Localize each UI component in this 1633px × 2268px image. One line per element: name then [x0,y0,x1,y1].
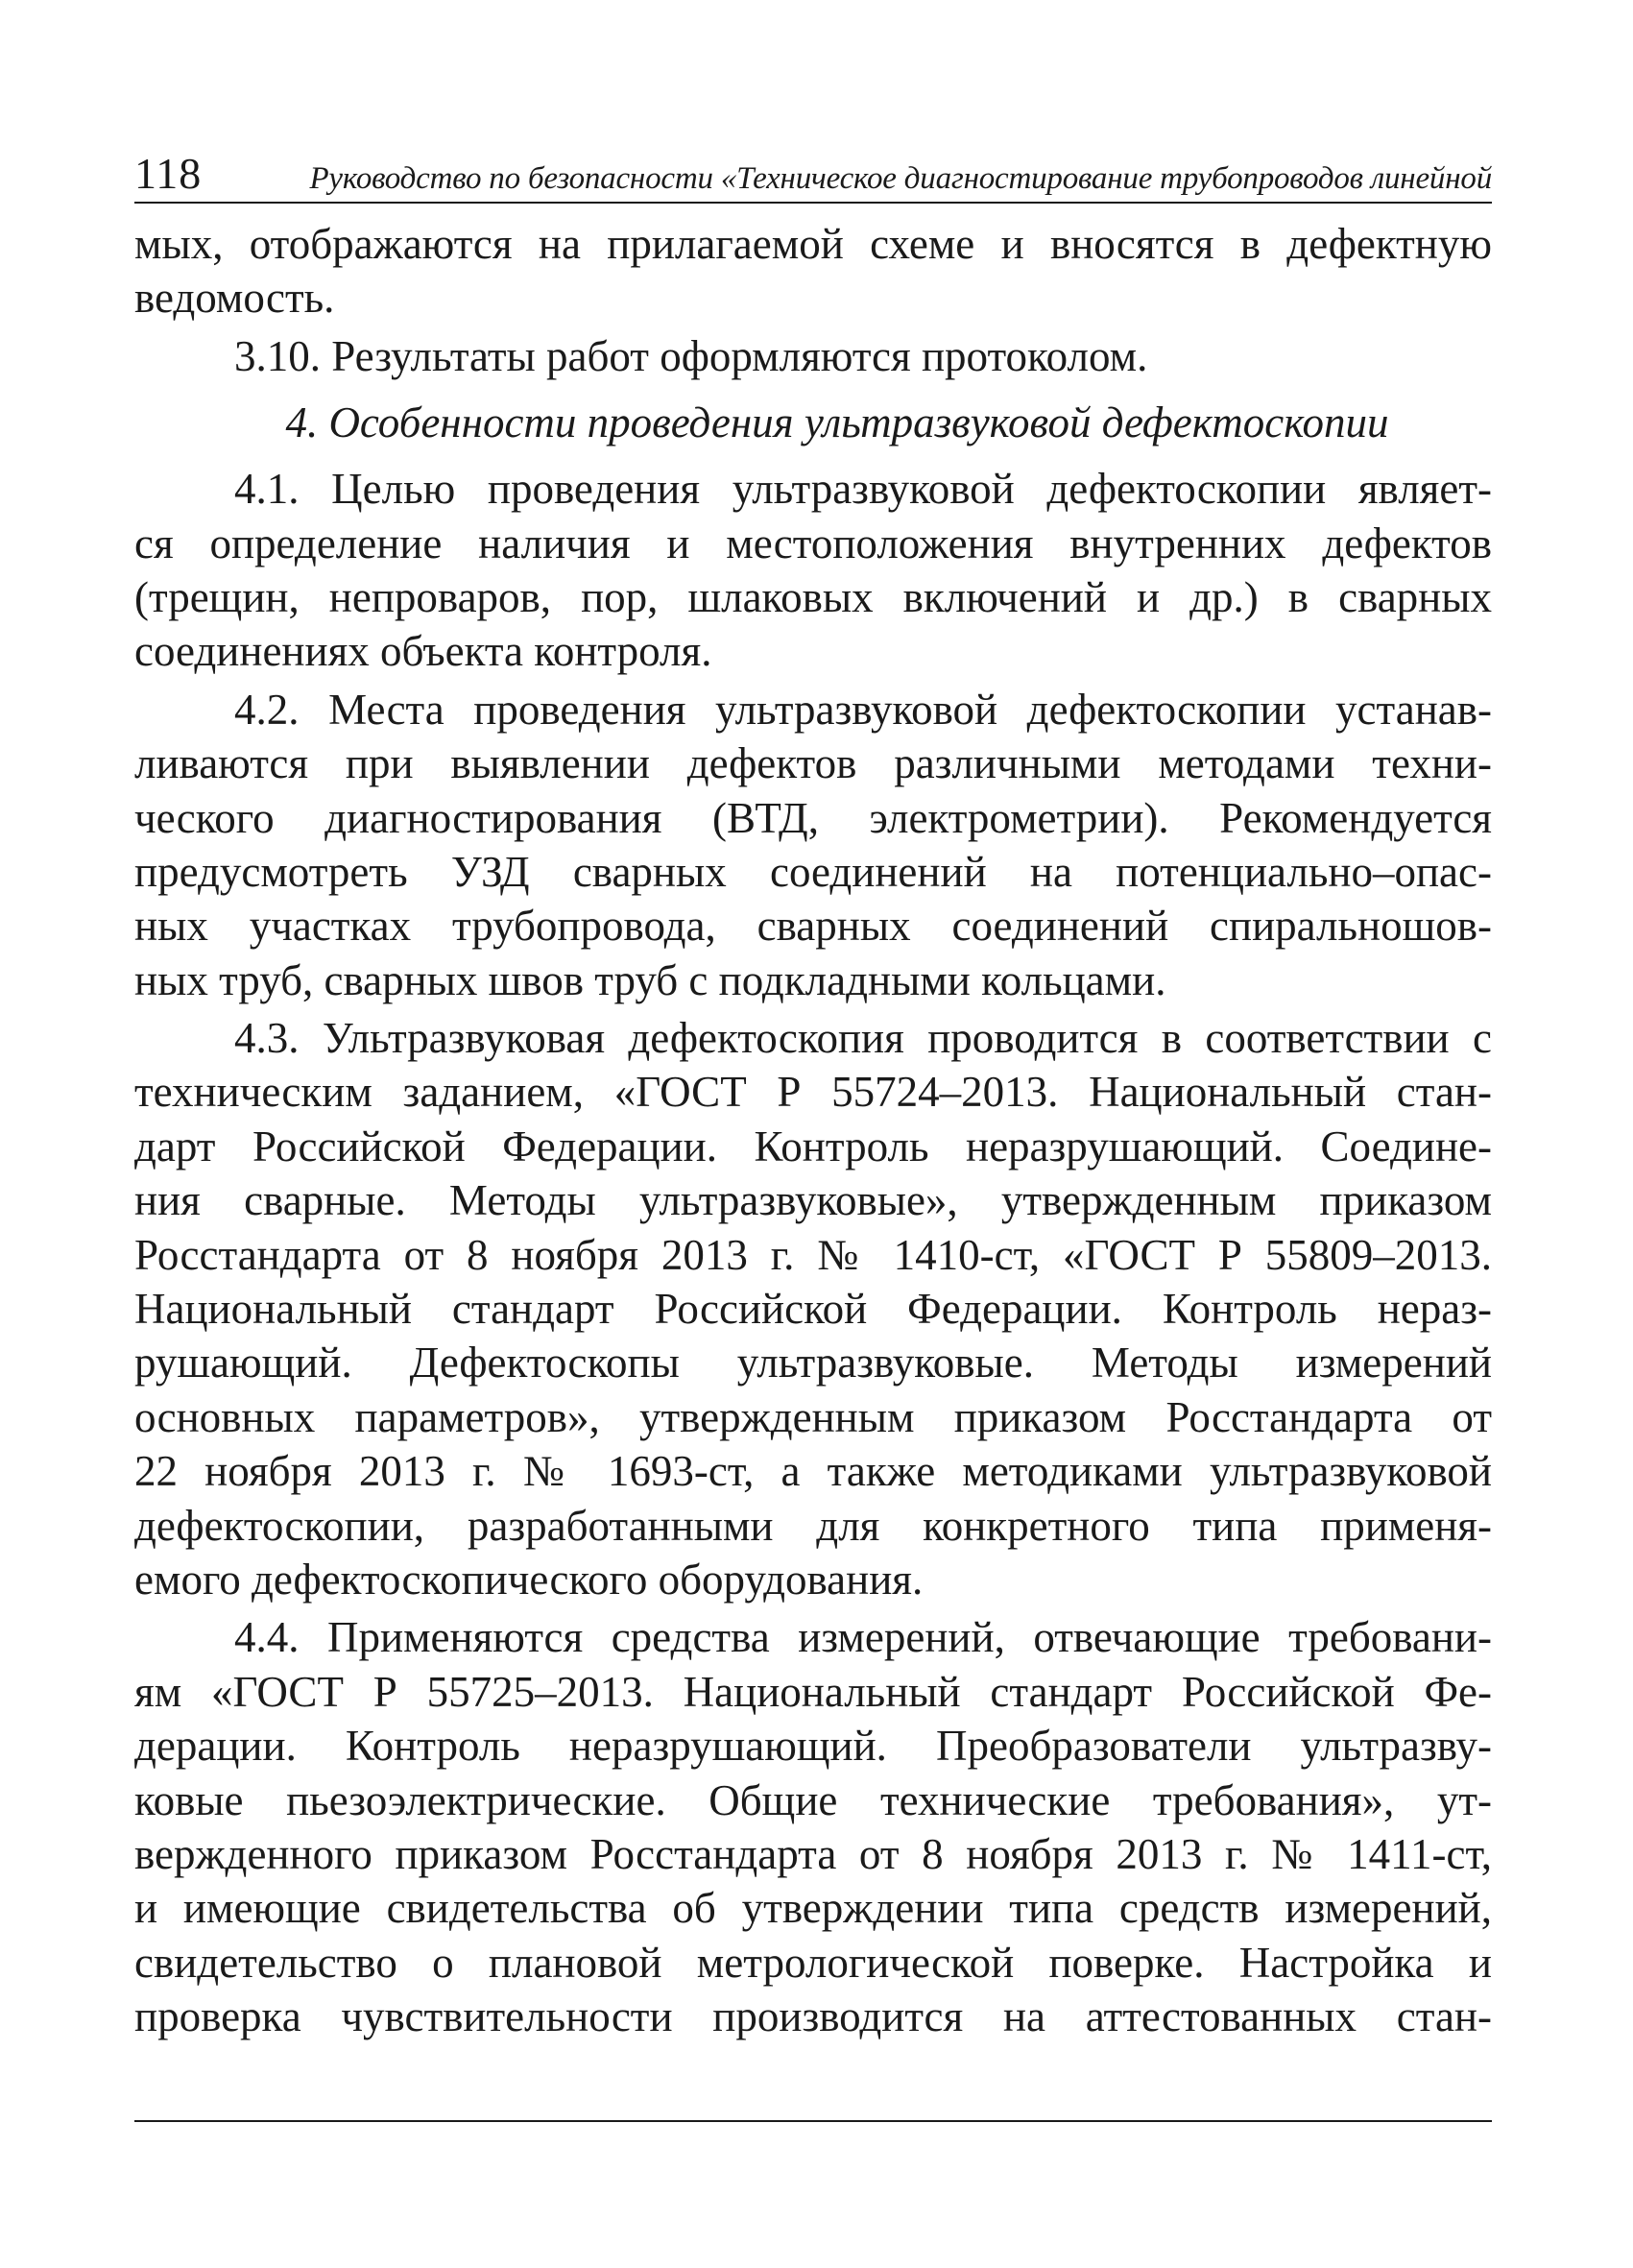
text-line: 4.4. Применяются средства измерений, отвечающие требовани- [234,1613,1492,1662]
text-line: ковые пьезоэлектрические. Общие технические требования», ут- [134,1775,1492,1824]
text-line: 4.3. Ультразвуковая дефектоскопия проводится в соответствии с [234,1014,1492,1063]
text-line: соединениях объекта контроля. [134,627,712,676]
paragraph-4-1 [134,462,1492,679]
text-line: (трещин, непроваров, пор, шлаковых включений и др.) в сварных [134,572,1492,621]
text-line: рушающий. Дефектоскопы ультразвуковые. Методы измерений [134,1339,1492,1387]
text-line: ческого диагностирования (ВТД, электрометрии). Рекомендуется [134,793,1492,842]
text-line: ных участках трубопровода, сварных соединений спиральношов- [134,902,1492,951]
running-title: Руководство по безопасности «Техническое диагностирование трубопроводов линейной [309,161,1492,196]
text-line: вержденного приказом Росстандарта от 8 ноября 2013 г. № 1411-ст, [134,1829,1492,1878]
text-line: ливаются при выявлении дефектов различными методами техни- [134,739,1492,788]
text-line: проверка чувствительности производится на аттестованных стан- [134,1992,1492,2041]
text-line: Национальный стандарт Российской Федерации. Контроль нераз- [134,1285,1492,1334]
text-line: свидетельство о плановой метрологической поверке. Настройка и [134,1938,1492,1987]
body-text [134,217,1492,2044]
page-number: 118 [134,149,203,198]
text-line: ния сварные. Методы ультразвуковые», утвержденным приказом [134,1176,1492,1225]
section-heading: 4. Особенности проведения ультразвуковой дефектоскопии [285,398,1389,447]
text-line: дефектоскопии, разработанными для конкретного типа применя- [134,1501,1492,1550]
text-line: емого дефектоскопического оборудования. [134,1555,924,1604]
paragraph-4-4 [134,1610,1492,2043]
text-line: и имеющие свидетельства об утверждении типа средств измерений, [134,1884,1492,1933]
text-line: основных параметров», утвержденным приказом Росстандарта от [134,1392,1492,1441]
page-header [134,144,1492,204]
continuation-paragraph [134,217,1492,326]
text-line: техническим заданием, «ГОСТ Р 55724–2013. Национальный стан- [134,1068,1492,1117]
text-line: ных труб, сварных швов труб с подкладными кольцами. [134,955,1166,1004]
text-line: ся определение наличия и местоположения внутренних дефектов [134,519,1492,567]
text-line: дарт Российской Федерации. Контроль неразрушающий. Соедине- [134,1122,1492,1170]
text-line: мых, отображаются на прилагаемой схеме и вносятся в дефектную [134,220,1492,268]
paragraph-4-2 [134,683,1492,1007]
text-line: ведомость. [134,274,335,323]
bottom-rule [134,2120,1492,2122]
paragraph-3-10 [134,329,1492,383]
text-line: предусмотреть УЗД сварных соединений на потенциально–опас- [134,847,1492,896]
text-line: 3.10. Результаты работ оформляются протоколом. [234,331,1148,380]
text-line: ям «ГОСТ Р 55725–2013. Национальный стандарт Российской Фе- [134,1667,1492,1716]
paragraph-4-3 [134,1011,1492,1606]
text-line: 4.2. Места проведения ультразвуковой дефектоскопии устанав- [234,685,1492,734]
text-line: Росстандарта от 8 ноября 2013 г. № 1410-ст, «ГОСТ Р 55809–2013. [134,1230,1492,1279]
text-line: 4.1. Целью проведения ультразвуковой дефектоскопии являет- [234,465,1492,514]
text-line: дерации. Контроль неразрушающий. Преобразователи ультразву- [134,1722,1492,1771]
text-line: 22 ноября 2013 г. № 1693-ст, а также методиками ультразвуковой [134,1447,1492,1496]
